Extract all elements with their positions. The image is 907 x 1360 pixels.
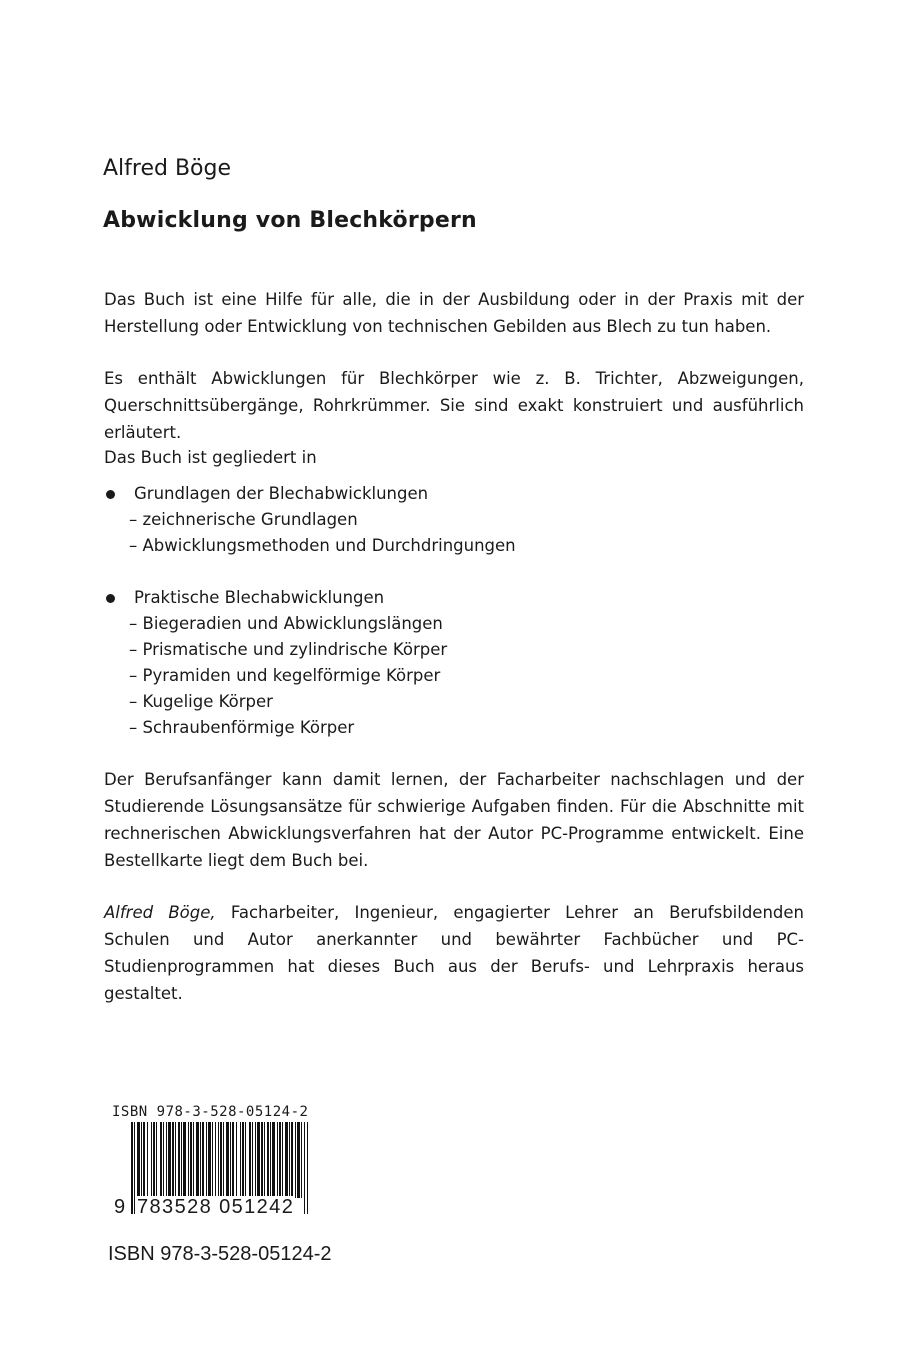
outline-heading-text: Praktische Blechabwicklungen — [134, 588, 385, 607]
barcode-bar — [160, 1122, 162, 1198]
barcode-bar — [196, 1122, 199, 1198]
outline-item: – Schraubenförmige Körper — [129, 718, 355, 737]
barcode-isbn-header: ISBN 978-3-528-05124-2 — [112, 1104, 309, 1120]
barcode-bar — [190, 1122, 192, 1198]
barcode-bar — [252, 1122, 253, 1198]
barcode-bar — [202, 1122, 204, 1198]
bullet-icon — [106, 594, 115, 603]
barcode-bar — [261, 1122, 263, 1198]
barcode-bar — [291, 1122, 293, 1198]
outline-item: – Biegeradien und Abwicklungslängen — [129, 614, 443, 633]
barcode-bar — [245, 1122, 246, 1198]
author-bio-text: Facharbeiter, Ingenieur, engagierter Lehrer an Berufsbildenden Schulen und Autor anerkannter und bewährter Fachbücher und PC-Studienprogrammen hat dieses Buch aus der Berufs- und Lehrpraxis heraus gestaltet. — [104, 903, 805, 1003]
barcode-bar — [163, 1122, 164, 1198]
barcode-bar — [143, 1122, 145, 1198]
barcode-bar — [289, 1122, 290, 1198]
barcode-bar — [151, 1122, 152, 1198]
outline-intro: Das Buch ist gegliedert in — [104, 448, 317, 467]
barcode-bar — [230, 1122, 231, 1198]
barcode-bar — [223, 1122, 224, 1198]
barcode-bar — [295, 1122, 296, 1198]
barcode-bar — [200, 1122, 201, 1198]
barcode-bar — [240, 1122, 241, 1198]
barcode-bar — [304, 1122, 305, 1214]
barcode-bar — [168, 1122, 171, 1198]
barcode-bar — [226, 1122, 229, 1198]
outline-heading — [104, 481, 804, 507]
barcode-bar — [297, 1122, 300, 1198]
barcode-bar — [183, 1122, 186, 1198]
book-author: Alfred Böge — [103, 156, 232, 181]
outline-item: – Kugelige Körper — [129, 692, 273, 711]
outline-item: – zeichnerische Grundlagen — [129, 510, 358, 529]
barcode-bar — [277, 1122, 278, 1198]
barcode-bar — [141, 1122, 142, 1198]
barcode-bar — [236, 1122, 237, 1198]
outline-item: – Prismatische und zylindrische Körper — [129, 640, 448, 659]
barcode-lead-digit: 9 — [114, 1196, 126, 1218]
intro-paragraph: Das Buch ist eine Hilfe für alle, die in der Ausbildung oder in der Praxis mit der Herstellung oder Entwicklung von technischen Gebilden aus Blech zu tun haben. — [104, 290, 804, 336]
barcode-bar — [175, 1122, 176, 1198]
barcode-bar — [131, 1122, 133, 1214]
barcode-bar — [249, 1122, 251, 1198]
outline-heading-text: Grundlagen der Blechabwicklungen — [134, 484, 429, 503]
barcode-bar — [178, 1122, 180, 1198]
barcode-bar — [172, 1122, 174, 1198]
bullet-icon — [106, 490, 115, 499]
barcode-bar — [272, 1122, 275, 1198]
barcode-bar — [285, 1122, 288, 1198]
barcode-bar — [208, 1122, 211, 1198]
barcode-bar — [232, 1122, 234, 1198]
barcode-bar — [156, 1122, 157, 1198]
book-title: Abwicklung von Blechkörpern — [103, 208, 477, 233]
barcode-bar — [255, 1122, 256, 1198]
barcode-bar — [307, 1122, 308, 1214]
barcode-bar — [153, 1122, 155, 1198]
outline-item: – Pyramiden und kegelförmige Körper — [129, 666, 441, 685]
isbn-number: ISBN 978-3-528-05124-2 — [108, 1243, 332, 1265]
barcode-bar — [166, 1122, 167, 1198]
barcode-bar — [193, 1122, 194, 1198]
barcode-bar — [212, 1122, 213, 1198]
barcode-bar — [181, 1122, 182, 1198]
author-bio-paragraph — [104, 899, 804, 1007]
barcode-bar — [147, 1122, 148, 1198]
barcode-bar — [264, 1122, 265, 1198]
barcode-digits: 783528 051242 — [137, 1196, 295, 1218]
author-bio-name: Alfred Böge, — [104, 903, 216, 922]
barcode-bar — [282, 1122, 283, 1198]
outline-item: – Abwicklungsmethoden und Durchdringungen — [129, 536, 516, 555]
barcode-bar — [206, 1122, 207, 1198]
barcode-bar — [242, 1122, 244, 1198]
barcode-bar — [267, 1122, 269, 1198]
barcode-bar — [188, 1122, 189, 1198]
outline-section-1 — [104, 481, 804, 559]
barcode-bar — [257, 1122, 260, 1198]
contents-paragraph: Es enthält Abwicklungen für Blechkörper wie z. B. Trichter, Abzweigungen, Querschnittsübergänge, Rohrkrümmer. Sie sind exakt konstruiert und ausführlich erläutert. — [104, 369, 804, 442]
barcode-bar — [270, 1122, 271, 1198]
barcode-bar — [301, 1122, 302, 1198]
barcode-bar — [137, 1122, 140, 1198]
barcode-bar — [279, 1122, 281, 1198]
outline-section-2 — [104, 585, 804, 741]
barcode-bar — [215, 1122, 216, 1198]
audience-paragraph: Der Berufsanfänger kann damit lernen, der Facharbeiter nachschlagen und der Studierende Lösungsansätze für schwierige Aufgaben finden. Für die Abschnitte mit rechnerischen Abwicklungsverfahren hat der Autor PC-Programme entwickelt. Eine Bestellkarte liegt dem Buch bei. — [104, 770, 804, 870]
outline-heading — [104, 585, 804, 611]
barcode-bar — [134, 1122, 135, 1214]
